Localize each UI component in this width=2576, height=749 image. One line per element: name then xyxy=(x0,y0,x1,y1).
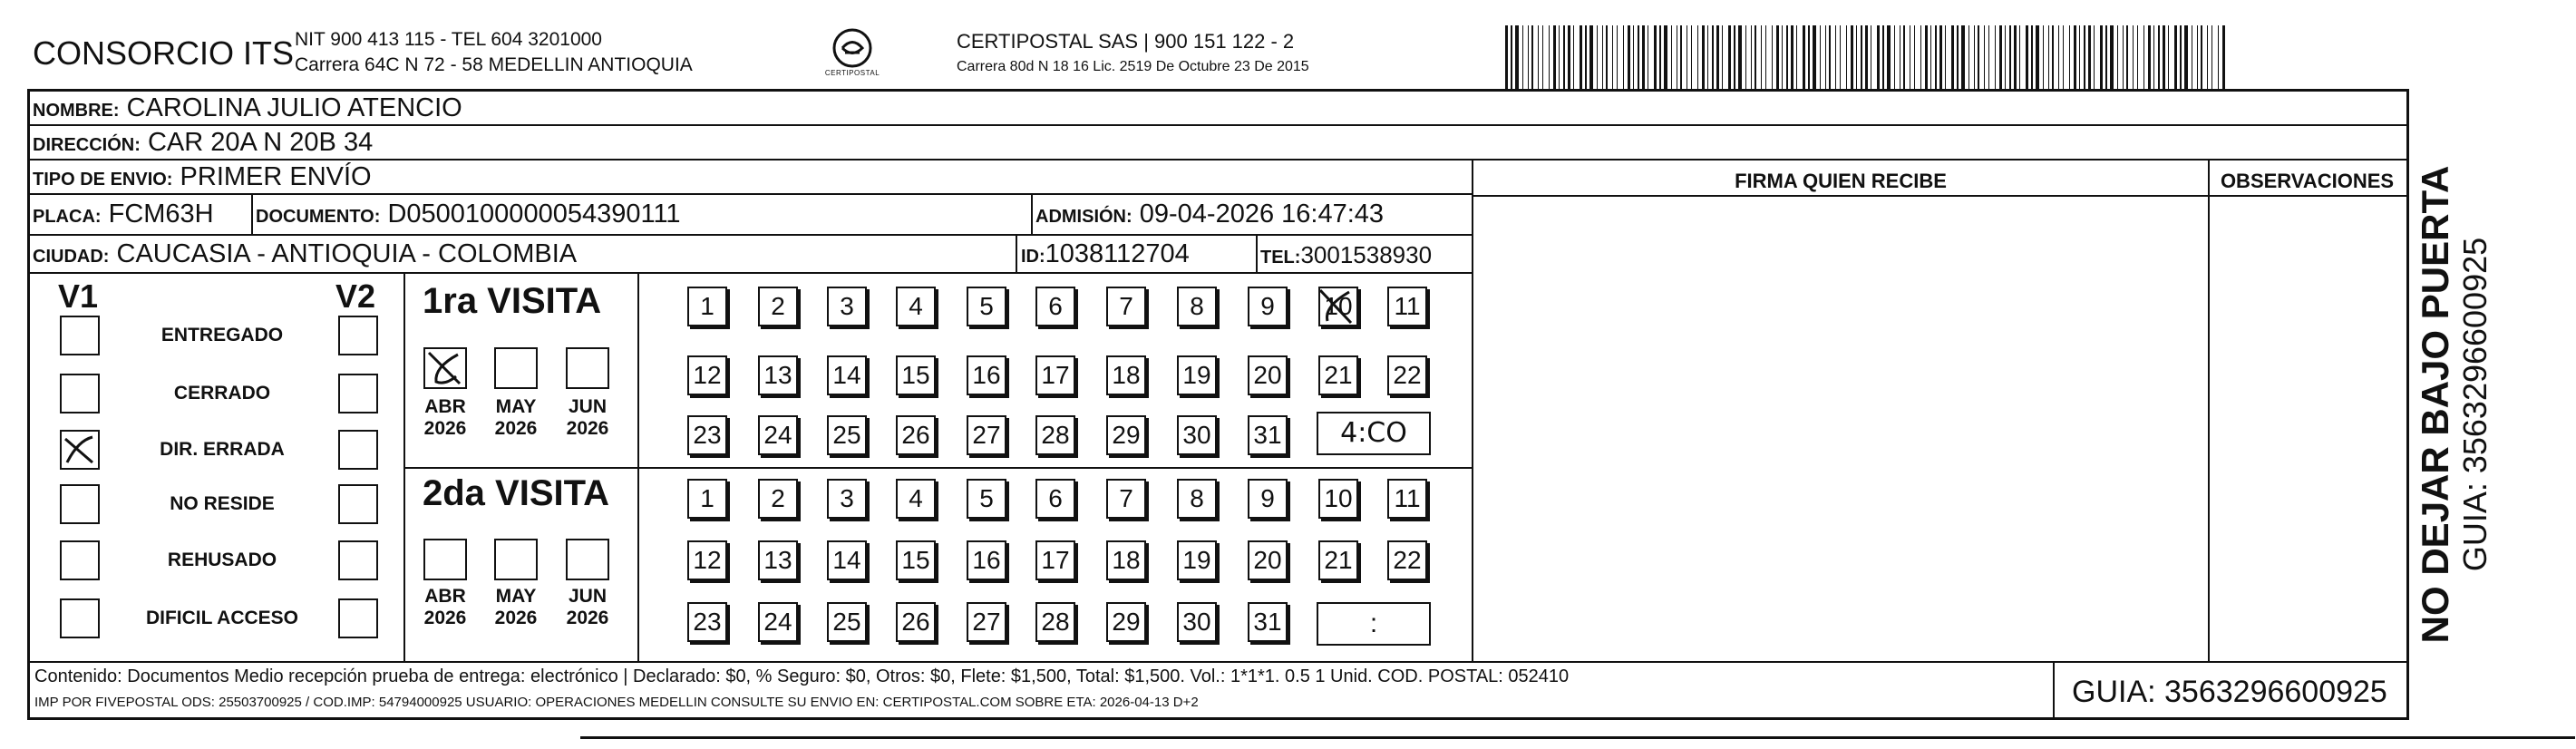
day-box[interactable]: 6 xyxy=(1035,287,1075,326)
certipostal-info xyxy=(957,29,1309,80)
barcode-bar xyxy=(1617,25,1618,89)
barcode-bar xyxy=(1887,25,1891,89)
barcode-bar xyxy=(2180,25,2182,89)
day-box[interactable]: 22 xyxy=(1387,540,1427,580)
barcode-bar xyxy=(1664,25,1667,89)
barcode-bar xyxy=(2168,25,2169,89)
barcode-bar xyxy=(1573,25,1574,89)
status-label: CERRADO xyxy=(173,383,271,404)
barcode-bar xyxy=(2117,25,2118,89)
barcode-bar xyxy=(2074,25,2076,89)
barcode-bar xyxy=(2218,25,2219,89)
v2-label: V2 xyxy=(335,277,376,315)
month-label: JUN 2026 xyxy=(566,586,609,628)
barcode-bar xyxy=(1808,25,1810,89)
divider xyxy=(2053,661,2055,720)
day-box[interactable]: 6 xyxy=(1035,479,1075,519)
month-label: MAY 2026 xyxy=(494,586,538,628)
barcode-bar xyxy=(1528,25,1529,89)
barcode-bar xyxy=(1851,25,1853,89)
v2-checkbox[interactable] xyxy=(338,484,378,524)
barcode-bar xyxy=(1861,25,1862,89)
day-box[interactable]: 24 xyxy=(758,602,798,642)
v1-checkbox[interactable] xyxy=(60,374,100,413)
barcode-bar xyxy=(1589,25,1593,89)
barcode-bar xyxy=(1829,25,1831,89)
barcode-bar xyxy=(1820,25,1821,89)
status-label: DIR. ERRADA xyxy=(160,439,285,460)
day-box[interactable]: 12 xyxy=(687,540,727,580)
barcode-bar xyxy=(1623,25,1624,89)
barcode-bar xyxy=(1877,25,1880,89)
v1-checkbox[interactable] xyxy=(60,540,100,580)
day-box[interactable]: 22 xyxy=(1387,355,1427,395)
barcode-bar xyxy=(1772,25,1773,89)
day-box[interactable]: 29 xyxy=(1106,415,1146,455)
month-checkbox[interactable] xyxy=(494,539,538,580)
day-box[interactable]: 9 xyxy=(1248,287,1288,326)
day-box[interactable]: 25 xyxy=(827,602,867,642)
barcode-bar xyxy=(1568,25,1570,89)
v1-checkbox[interactable] xyxy=(60,484,100,524)
row-tipo xyxy=(27,160,1472,195)
barcode-bar xyxy=(2137,25,2138,89)
barcode-bar xyxy=(2026,25,2028,89)
barcode-bar xyxy=(1515,25,1519,89)
barcode-bar xyxy=(2126,25,2128,89)
footer-imp: IMP POR FIVEPOSTAL ODS: 25503700925 / COD.IMP: 54794000925 USUARIO: OPERACIONES MEDELLIN CONSULTE SU ENVIO EN: CERTIPOSTAL.COM SOBRE ETA: 2026-04-13 D+2 xyxy=(34,695,1199,710)
v2-checkbox[interactable] xyxy=(338,598,378,638)
v1-checkbox[interactable] xyxy=(60,316,100,355)
day-box[interactable]: 14 xyxy=(827,540,867,580)
tel-label: TEL: xyxy=(1260,248,1301,268)
barcode-bar xyxy=(2153,25,2154,89)
barcode-bar xyxy=(1697,25,1698,89)
direccion-label: DIRECCIÓN: xyxy=(33,135,141,155)
day-box[interactable]: 10 xyxy=(1318,287,1358,326)
admision-label: ADMISIÓN: xyxy=(1035,207,1132,227)
documento-value: D0500100000054390111 xyxy=(387,199,681,229)
barcode-bar xyxy=(1782,25,1783,89)
id-label: ID: xyxy=(1021,247,1045,267)
barcode-bar xyxy=(2207,25,2208,89)
barcode-bar xyxy=(1951,25,1954,89)
barcode-bar xyxy=(2019,25,2020,89)
divider xyxy=(251,195,253,236)
day-box[interactable]: 15 xyxy=(896,540,936,580)
day-box[interactable]: 3 xyxy=(827,479,867,519)
company-nit: NIT 900 413 115 - TEL 604 3201000 xyxy=(295,29,602,50)
day-box[interactable]: 31 xyxy=(1248,415,1288,455)
barcode-bar xyxy=(2148,25,2151,89)
day-box[interactable]: 4 xyxy=(896,287,936,326)
tear-line xyxy=(580,736,2575,739)
barcode-bar xyxy=(2201,25,2202,89)
barcode-bar xyxy=(1968,25,1969,89)
month-label: ABR 2026 xyxy=(423,586,467,628)
barcode-bar xyxy=(1549,25,1550,89)
barcode-bar xyxy=(1803,25,1805,89)
tel-value: 3001538930 xyxy=(1300,241,1433,268)
day-box[interactable]: 30 xyxy=(1177,602,1217,642)
day-box[interactable]: 1 xyxy=(687,287,727,326)
barcode-bar xyxy=(1751,25,1752,89)
logo-caption: CERTIPOSTAL xyxy=(824,69,880,77)
tipo-value: PRIMER ENVÍO xyxy=(180,162,372,191)
status-label: REHUSADO xyxy=(167,550,277,570)
month-label: ABR 2026 xyxy=(423,396,467,439)
barcode-bar xyxy=(1671,25,1672,89)
day-box[interactable]: 7 xyxy=(1106,479,1146,519)
row-nombre xyxy=(27,92,2409,126)
barcode-bar xyxy=(1712,25,1714,89)
month-checkbox[interactable] xyxy=(566,539,609,580)
barcode-bar xyxy=(1522,25,1523,89)
month-checkbox[interactable] xyxy=(423,539,467,580)
barcode-bar xyxy=(2105,25,2107,89)
day-box[interactable]: 3 xyxy=(827,287,867,326)
admision-value: 09-04-2026 16:47:43 xyxy=(1139,199,1385,229)
day-box[interactable]: 27 xyxy=(967,602,1006,642)
barcode-bar xyxy=(2084,25,2085,89)
day-box[interactable]: 29 xyxy=(1106,602,1146,642)
day-box[interactable]: 7 xyxy=(1106,287,1146,326)
barcode-bar xyxy=(1920,25,1921,89)
barcode-bar xyxy=(2043,25,2044,89)
first-visit-title: 1ra VISITA xyxy=(423,281,602,321)
day-box[interactable]: 5 xyxy=(967,479,1006,519)
no-dejar-text: NO DEJAR BAJO PUERTA xyxy=(2414,165,2456,644)
barcode-bar xyxy=(1961,25,1965,89)
barcode-bar xyxy=(1882,25,1884,89)
barcode-bar xyxy=(1612,25,1613,89)
barcode-bar xyxy=(2143,25,2144,89)
barcode-bar xyxy=(1957,25,1959,89)
v2-checkbox[interactable] xyxy=(338,540,378,580)
barcode-bar xyxy=(1825,25,1826,89)
status-label: NO RESIDE xyxy=(170,493,275,514)
barcode-bar xyxy=(2069,25,2070,89)
barcode-bar xyxy=(1978,25,1979,89)
barcode-bar xyxy=(1856,25,1857,89)
day-box[interactable]: 27 xyxy=(967,415,1006,455)
certipostal-nit: CERTIPOSTAL SAS | 900 151 122 - 2 xyxy=(957,30,1295,53)
month-checkbox[interactable] xyxy=(494,347,538,389)
certipostal-logo-icon xyxy=(821,27,884,89)
barcode-bar xyxy=(1542,25,1543,89)
barcode-bar xyxy=(1945,25,1946,89)
barcode-bar xyxy=(2058,25,2059,89)
day-box[interactable]: 11 xyxy=(1387,287,1427,326)
col-header-line xyxy=(1472,195,2409,197)
first-visit-time[interactable]: 4:CO xyxy=(1317,412,1431,455)
day-box[interactable]: 18 xyxy=(1106,355,1146,395)
day-box[interactable]: 1 xyxy=(687,479,727,519)
barcode-bar xyxy=(1745,25,1746,89)
barcode-bar xyxy=(1765,25,1766,89)
barcode-bar xyxy=(2110,25,2114,89)
barcode-bar xyxy=(1691,25,1692,89)
day-box[interactable]: 17 xyxy=(1035,355,1075,395)
barcode-bar xyxy=(2094,25,2095,89)
day-box[interactable]: 19 xyxy=(1177,540,1217,580)
day-box[interactable]: 19 xyxy=(1177,355,1217,395)
day-box[interactable]: 2 xyxy=(758,479,798,519)
day-box[interactable]: 31 xyxy=(1248,602,1288,642)
status-label: DIFICIL ACCESO xyxy=(145,608,298,628)
barcode-bar xyxy=(2079,25,2080,89)
observaciones-header: OBSERVACIONES xyxy=(2220,170,2395,192)
barcode-bar xyxy=(1988,25,1989,89)
direccion-value: CAR 20A N 20B 34 xyxy=(147,128,374,157)
barcode-bar xyxy=(1597,25,1598,89)
day-box[interactable]: 8 xyxy=(1177,479,1217,519)
footer-guia: GUIA: 3563296600925 xyxy=(2072,675,2387,709)
observaciones-column-left xyxy=(2208,160,2210,661)
day-box[interactable]: 30 xyxy=(1177,415,1217,455)
nombre-label: NOMBRE: xyxy=(33,101,120,121)
barcode-bar xyxy=(2222,25,2225,89)
barcode-bar xyxy=(1796,25,1797,89)
day-box[interactable]: 16 xyxy=(967,540,1006,580)
barcode-bar xyxy=(1734,25,1735,89)
v2-checkbox[interactable] xyxy=(338,430,378,470)
barcode-bar xyxy=(2184,25,2188,89)
day-box[interactable]: 4 xyxy=(896,479,936,519)
barcode-bar xyxy=(1846,25,1847,89)
month-label: MAY 2026 xyxy=(494,396,538,439)
day-box[interactable]: 9 xyxy=(1248,479,1288,519)
day-box[interactable]: 26 xyxy=(896,602,936,642)
barcode-bar xyxy=(1894,25,1895,89)
v1-checkbox[interactable] xyxy=(60,430,100,470)
day-box[interactable]: 2 xyxy=(758,287,798,326)
day-box[interactable]: 17 xyxy=(1035,540,1075,580)
barcode-bar xyxy=(1914,25,1915,89)
day-box[interactable]: 28 xyxy=(1035,415,1075,455)
firma-column-left xyxy=(1472,160,1473,661)
barcode-bar xyxy=(2048,25,2049,89)
barcode-bar xyxy=(2036,25,2039,89)
barcode-bar xyxy=(1935,25,1937,89)
barcode-bar xyxy=(2211,25,2212,89)
barcode-bar xyxy=(1606,25,1608,89)
v2-checkbox[interactable] xyxy=(338,316,378,355)
barcode-bar xyxy=(1716,25,1719,89)
barcode-bar xyxy=(2133,25,2134,89)
barcode-bar xyxy=(1505,25,1508,89)
footer-divider xyxy=(27,661,2409,663)
barcode-bar xyxy=(2031,25,2033,89)
barcode-bar xyxy=(1628,25,1630,89)
documento-label: DOCUMENTO: xyxy=(256,207,381,227)
day-box[interactable]: 10 xyxy=(1318,479,1358,519)
day-box[interactable]: 13 xyxy=(758,355,798,395)
month-label: JUN 2026 xyxy=(566,396,609,439)
barcode-bar xyxy=(1995,25,1996,89)
barcode-bar xyxy=(1939,25,1942,89)
barcode-bar xyxy=(1840,25,1841,89)
barcode-bar xyxy=(1776,25,1779,89)
day-box[interactable]: 16 xyxy=(967,355,1006,395)
day-box[interactable]: 21 xyxy=(1318,355,1358,395)
barcode-bar xyxy=(1813,25,1816,89)
day-box[interactable]: 11 xyxy=(1387,479,1427,519)
barcode-bar xyxy=(1903,25,1905,89)
company-name: CONSORCIO ITS xyxy=(33,34,295,72)
barcode-bar xyxy=(1999,25,2002,89)
v2-checkbox[interactable] xyxy=(338,374,378,413)
barcode-bar xyxy=(2197,25,2198,89)
day-box[interactable]: 26 xyxy=(896,415,936,455)
barcode-bar xyxy=(1602,25,1603,89)
row-direccion xyxy=(27,126,2409,160)
month-checkbox[interactable] xyxy=(423,347,467,389)
barcode-bar xyxy=(1538,25,1539,89)
placa-label: PLACA: xyxy=(33,207,102,227)
nombre-value: CAROLINA JULIO ATENCIO xyxy=(126,93,462,122)
second-visit-title: 2da VISITA xyxy=(423,473,609,513)
barcode-bar xyxy=(1925,25,1928,89)
barcode-bar xyxy=(1835,25,1836,89)
barcode-bar xyxy=(2088,25,2091,89)
side-text xyxy=(2414,166,2493,644)
barcode-bar xyxy=(1755,25,1756,89)
barcode-bar xyxy=(2052,25,2054,89)
barcode-bar xyxy=(1984,25,1985,89)
barcode-bar xyxy=(1738,25,1742,89)
day-box[interactable]: 21 xyxy=(1318,540,1358,580)
barcode-bar xyxy=(2163,25,2165,89)
barcode-bar xyxy=(1553,25,1556,89)
barcode-bar xyxy=(1865,25,1868,89)
day-box[interactable]: 20 xyxy=(1248,355,1288,395)
barcode-bar xyxy=(1786,25,1788,89)
barcode-bar xyxy=(1659,25,1661,89)
side-guia: GUIA: 3563296600925 xyxy=(2456,237,2493,572)
month-checkbox[interactable] xyxy=(566,347,609,389)
ciudad-value: CAUCASIA - ANTIOQUIA - COLOMBIA xyxy=(116,239,578,268)
barcode xyxy=(1505,25,2231,89)
barcode-bar xyxy=(1791,25,1793,89)
day-box[interactable]: 18 xyxy=(1106,540,1146,580)
barcode-bar xyxy=(2009,25,2011,89)
barcode-bar xyxy=(2100,25,2103,89)
divider xyxy=(1256,236,1258,274)
day-box[interactable]: 8 xyxy=(1177,287,1217,326)
day-box[interactable]: 23 xyxy=(687,415,727,455)
barcode-bar xyxy=(2014,25,2017,89)
day-box[interactable]: 15 xyxy=(896,355,936,395)
barcode-bar xyxy=(2158,25,2160,89)
barcode-bar xyxy=(1761,25,1762,89)
day-box[interactable]: 13 xyxy=(758,540,798,580)
firma-header: FIRMA QUIEN RECIBE xyxy=(1735,170,1947,192)
tipo-label: TIPO DE ENVIO: xyxy=(33,170,173,190)
barcode-bar xyxy=(1642,25,1645,89)
barcode-bar xyxy=(1580,25,1582,89)
barcode-bar xyxy=(1707,25,1708,89)
v1-checkbox[interactable] xyxy=(60,598,100,638)
barcode-bar xyxy=(1531,25,1533,89)
barcode-bar xyxy=(1563,25,1565,89)
certipostal-license: Carrera 80d N 18 16 Lic. 2519 De Octubre 23 De 2015 xyxy=(957,59,1309,74)
placa-value: FCM63H xyxy=(108,199,214,229)
status-label: ENTREGADO xyxy=(160,325,284,345)
day-box[interactable]: 24 xyxy=(758,415,798,455)
day-box[interactable]: 12 xyxy=(687,355,727,395)
ciudad-label: CIUDAD: xyxy=(33,247,110,267)
barcode-bar xyxy=(2123,25,2124,89)
barcode-bar xyxy=(1930,25,1931,89)
company-info xyxy=(295,27,693,78)
barcode-bar xyxy=(1654,25,1657,89)
day-box[interactable]: 23 xyxy=(687,602,727,642)
day-box[interactable]: 5 xyxy=(967,287,1006,326)
divider xyxy=(1016,236,1017,274)
barcode-bar xyxy=(2174,25,2177,89)
day-box[interactable]: 25 xyxy=(827,415,867,455)
divider xyxy=(1031,195,1033,236)
barcode-bar xyxy=(1680,25,1682,89)
barcode-bar xyxy=(1511,25,1512,89)
barcode-bar xyxy=(1974,25,1975,89)
id-value: 1038112704 xyxy=(1045,239,1190,268)
second-visit-time[interactable]: : xyxy=(1317,602,1431,646)
barcode-bar xyxy=(2005,25,2006,89)
day-box[interactable]: 20 xyxy=(1248,540,1288,580)
barcode-bar xyxy=(1585,25,1587,89)
barcode-bar xyxy=(1633,25,1634,89)
row-placa xyxy=(27,195,1472,236)
day-box[interactable]: 14 xyxy=(827,355,867,395)
barcode-bar xyxy=(1638,25,1639,89)
footer-content: Contenido: Documentos Medio recepción prueba de entrega: electrónico | Declarado: $0, % Seguro: $0, Otros: $0, Flete: $1,500, Total: $1,500. Vol.: 1*1*1. 0.5 1 Unid. COD. POSTAL: 052410 xyxy=(34,666,1570,686)
barcode-bar xyxy=(1559,25,1560,89)
barcode-bar xyxy=(2063,25,2064,89)
day-box[interactable]: 28 xyxy=(1035,602,1075,642)
visit-divider xyxy=(403,467,1472,469)
barcode-bar xyxy=(1728,25,1731,89)
company-address: Carrera 64C N 72 - 58 MEDELLIN ANTIOQUIA xyxy=(295,54,693,75)
v1-label: V1 xyxy=(58,277,99,315)
barcode-bar xyxy=(1722,25,1723,89)
barcode-bar xyxy=(1702,25,1705,89)
